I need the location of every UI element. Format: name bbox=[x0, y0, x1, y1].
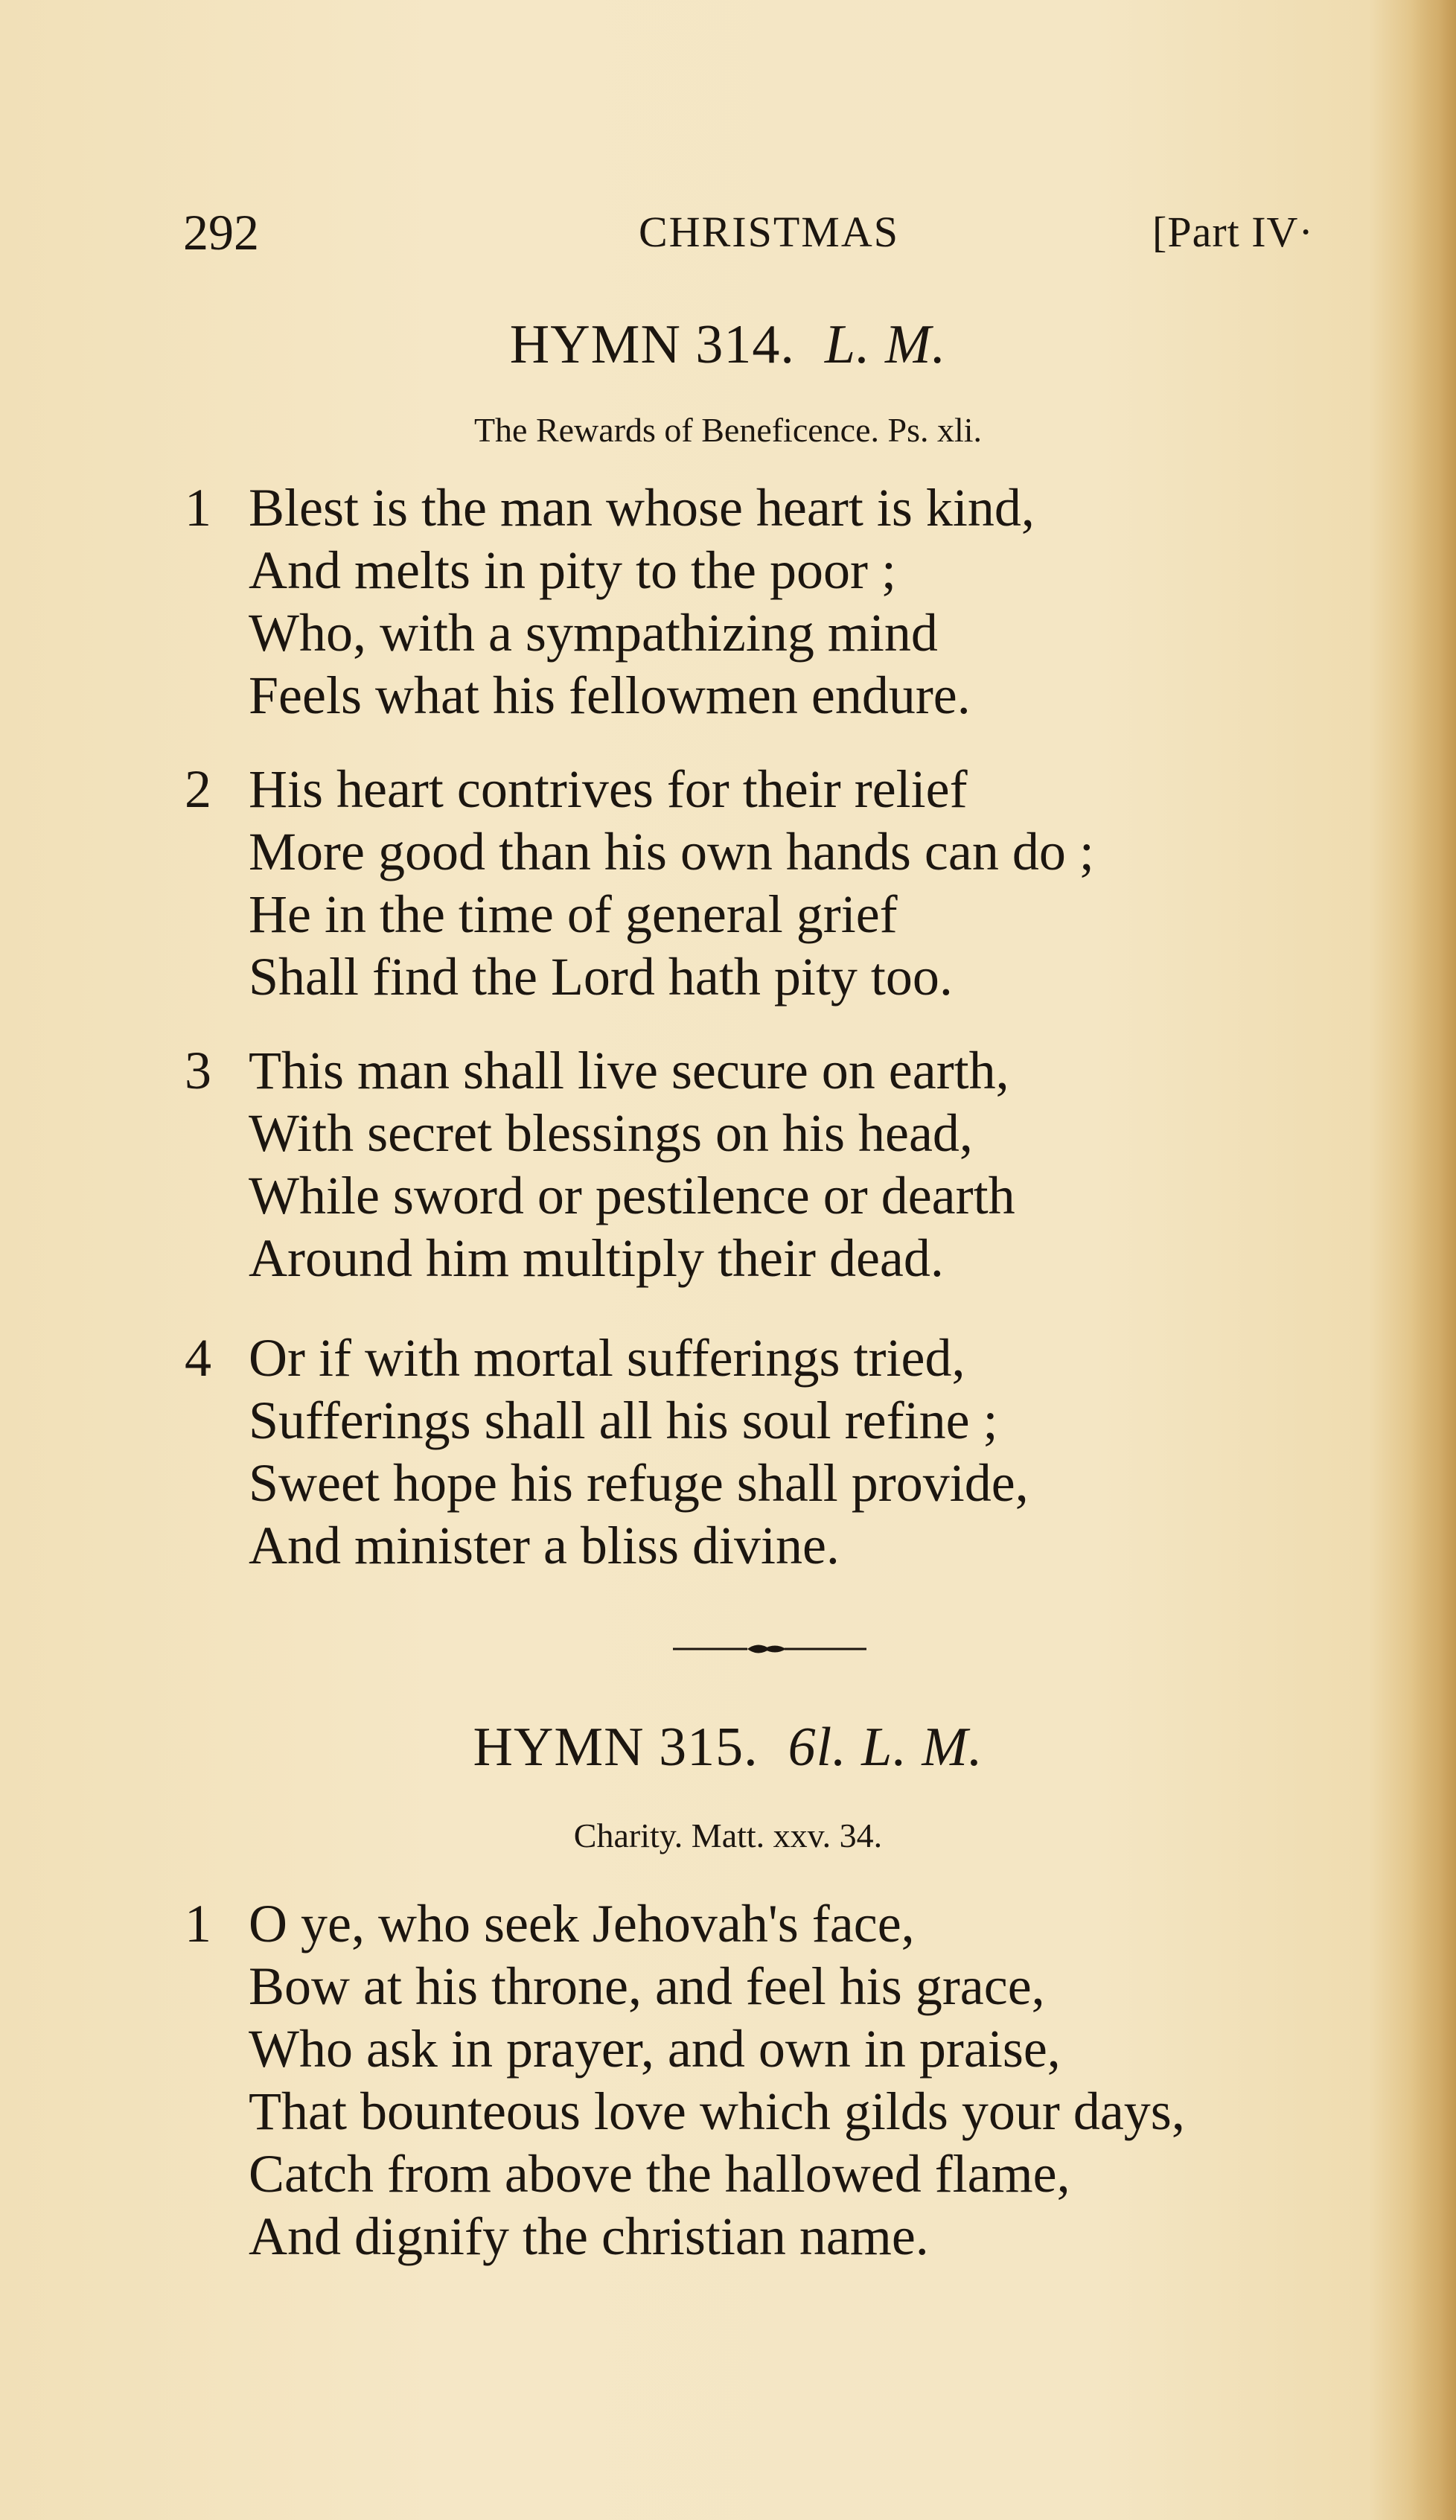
verse-text: More good than his own hands can do ; bbox=[249, 822, 1094, 881]
verse-text: And dignify the christian name. bbox=[249, 2207, 929, 2266]
verse-text: Bow at his throne, and feel his grace, bbox=[249, 1956, 1045, 2016]
verse-text: Sweet hope his refuge shall provide, bbox=[249, 1453, 1029, 1513]
verse-line bbox=[185, 1039, 1376, 1102]
verse-line bbox=[185, 820, 1376, 883]
hymn-number: HYMN 314. bbox=[509, 314, 795, 375]
hymn-title bbox=[0, 311, 1456, 378]
running-header bbox=[0, 202, 1456, 262]
verse-text: That bounteous love which gilds your days, bbox=[249, 2082, 1185, 2141]
part-label: [Part IV· bbox=[1152, 208, 1314, 256]
verse-line bbox=[185, 1327, 1376, 1389]
verse-text: Shall find the Lord hath pity too. bbox=[249, 947, 953, 1007]
verse-line bbox=[185, 2017, 1376, 2080]
verse-text: And melts in pity to the poor ; bbox=[249, 540, 896, 600]
verse-text: And minister a bliss divine. bbox=[249, 1516, 840, 1575]
stanza bbox=[185, 476, 1376, 727]
hymn-meter: 6l. L. M. bbox=[788, 1717, 983, 1778]
verse-line bbox=[185, 883, 1376, 945]
verse-line bbox=[185, 476, 1376, 539]
verse-line bbox=[185, 2080, 1376, 2143]
verse-line bbox=[185, 602, 1376, 664]
stanza bbox=[185, 1327, 1376, 1577]
verse-line bbox=[185, 664, 1376, 727]
stanza-number: 1 bbox=[185, 478, 211, 538]
verse-text: Around him multiply their dead. bbox=[249, 1228, 944, 1288]
ornament-divider bbox=[673, 1638, 866, 1660]
verse-line bbox=[185, 1452, 1376, 1514]
verse-text: He in the time of general grief bbox=[249, 884, 898, 944]
verse-line bbox=[185, 1514, 1376, 1577]
hymn-meter: L. M. bbox=[824, 314, 947, 375]
verse-text: O ye, who seek Jehovah's face, bbox=[249, 1894, 915, 1953]
verse-line bbox=[185, 2205, 1376, 2268]
stanza bbox=[185, 1039, 1376, 1289]
stanza-number: 2 bbox=[185, 759, 211, 819]
verse-line bbox=[185, 2143, 1376, 2205]
verse-line bbox=[185, 539, 1376, 602]
page-number: 292 bbox=[183, 204, 259, 261]
verse-text: This man shall live secure on earth, bbox=[249, 1041, 1009, 1100]
hymn-number: HYMN 315. bbox=[473, 1717, 759, 1778]
stanza-number: 3 bbox=[185, 1041, 211, 1100]
verse-line bbox=[185, 1102, 1376, 1164]
verse-text: Or if with mortal sufferings tried, bbox=[249, 1328, 965, 1388]
running-title: CHRISTMAS bbox=[639, 208, 899, 256]
verse-text: While sword or pestilence or dearth bbox=[249, 1166, 1015, 1225]
verse-text: Sufferings shall all his soul refine ; bbox=[249, 1391, 998, 1450]
verse-text: Feels what his fellowmen endure. bbox=[249, 666, 971, 725]
verse-text: Blest is the man whose heart is kind, bbox=[249, 478, 1035, 538]
verse-text: Who, with a sympathizing mind bbox=[249, 603, 938, 663]
verse-text: With secret blessings on his head, bbox=[249, 1103, 973, 1163]
verse-text: Who ask in prayer, and own in praise, bbox=[249, 2019, 1061, 2079]
stanza-number: 1 bbox=[185, 1894, 211, 1953]
hymn-subtitle: Charity. Matt. xxv. 34. bbox=[573, 1816, 883, 1854]
verse-line bbox=[185, 1389, 1376, 1452]
stanza-number: 4 bbox=[185, 1328, 211, 1388]
verse-text: His heart contrives for their relief bbox=[249, 759, 968, 819]
stanza bbox=[185, 758, 1376, 1008]
verse-text: Catch from above the hallowed flame, bbox=[249, 2144, 1070, 2204]
verse-line bbox=[185, 945, 1376, 1008]
verse-line bbox=[185, 1164, 1376, 1227]
verse-line bbox=[185, 1892, 1376, 1955]
stanza bbox=[185, 1892, 1376, 2268]
hymn-subtitle: The Rewards of Beneficence. Ps. xli. bbox=[473, 411, 983, 449]
verse-line bbox=[185, 1955, 1376, 2017]
verse-line bbox=[185, 1227, 1376, 1289]
hymn-title bbox=[0, 1714, 1456, 1781]
verse-line bbox=[185, 758, 1376, 820]
